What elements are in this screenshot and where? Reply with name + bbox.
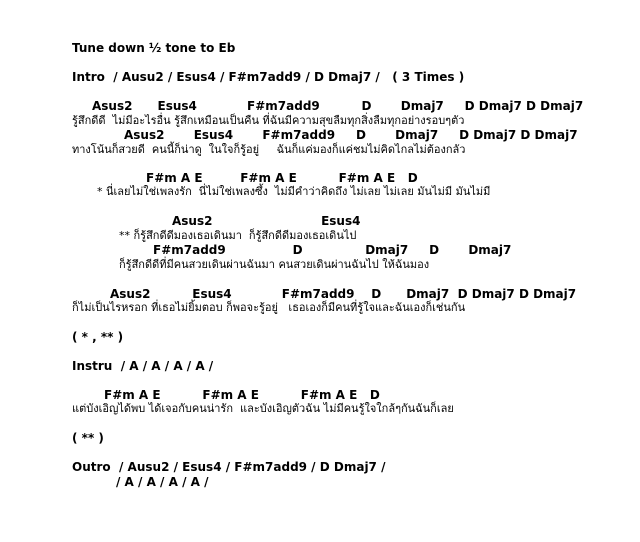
verse1-lyrics-2: ทางโน้นก็สวยดี คนนี้ก็น่าดู ในใจก็รู้อยู่ ฉันก็แค่มองก็แค่ชมไม่คิดไกลไม่ต้องกลัว [72, 143, 466, 156]
chorus-chords-1: Asus2 Esus4 [172, 214, 361, 228]
chorus-intro-chords: F#m A E F#m A E F#m A E D [146, 171, 418, 185]
repeat-marker-2: ( ** ) [72, 431, 104, 445]
repeat-marker-1: ( * , ** ) [72, 330, 124, 344]
chorus-lyrics-1: ** ก็รู้สึกดีดีมองเธอเดินมา ก็รู้สึกดีดีมองเธอเดินไป [119, 229, 357, 242]
chorus-lyrics-2: ก็รู้สึกดีดีที่มีคนสวยเดินผ่านฉันมา คนสวยเดินผ่านฉันไป ให้ฉันมอง [119, 258, 430, 271]
outro-line-1: Outro / Ausu2 / Esus4 / F#m7add9 / D Dmaj7 / [72, 460, 386, 474]
chorus-intro-lyrics: * นี่เลยไม่ใช่เพลงรัก นี่ไม่ใช่เพลงซึ้ง ไม่มีคำว่าคิดถึง ไม่เลย ไม่เลย มันไม่มี มันไม่มี [97, 185, 491, 198]
tuning-note: Tune down ½ tone to Eb [72, 41, 236, 55]
instrumental-line: Instru / A / A / A / A / [72, 359, 214, 373]
chorus-chords-2: F#m7add9 D Dmaj7 D Dmaj7 [153, 243, 512, 257]
outro-line-2: / A / A / A / A / [116, 475, 209, 489]
outro-verse-chords: F#m A E F#m A E F#m A E D [104, 388, 380, 402]
verse1-chords-1: Asus2 Esus4 F#m7add9 D Dmaj7 D Dmaj7 D Dmaj7 [92, 99, 584, 113]
intro-line: Intro / Ausu2 / Esus4 / F#m7add9 / D Dmaj7 / ( 3 Times ) [72, 70, 465, 84]
verse1-lyrics-1: รู้สึกดีดี ไม่มีอะไรอื่น รู้สึกเหมือนเป็นคืน ที่ฉันมีความสุขลืมทุกสิ่งลืมทุกอย่างรอบๆตัว [72, 114, 465, 127]
bridge-chords: Asus2 Esus4 F#m7add9 D Dmaj7 D Dmaj7 D Dmaj7 [110, 287, 577, 301]
outro-verse-lyrics: แต่บังเอิญได้พบ ได้เจอกับคนน่ารัก และบังเอิญตัวฉัน ไม่มีคนรู้ใจใกล้ๆกันฉันก็เลย [72, 402, 454, 415]
bridge-lyrics: ก็ไม่เป็นไรหรอก ที่เธอไม่ยิ้มตอบ ก็พอจะรู้อยู่ เธอเองก็มีคนที่รู้ใจและฉันเองก็เช่นกัน [72, 301, 466, 314]
verse1-chords-2: Asus2 Esus4 F#m7add9 D Dmaj7 D Dmaj7 D Dmaj7 [124, 128, 578, 142]
